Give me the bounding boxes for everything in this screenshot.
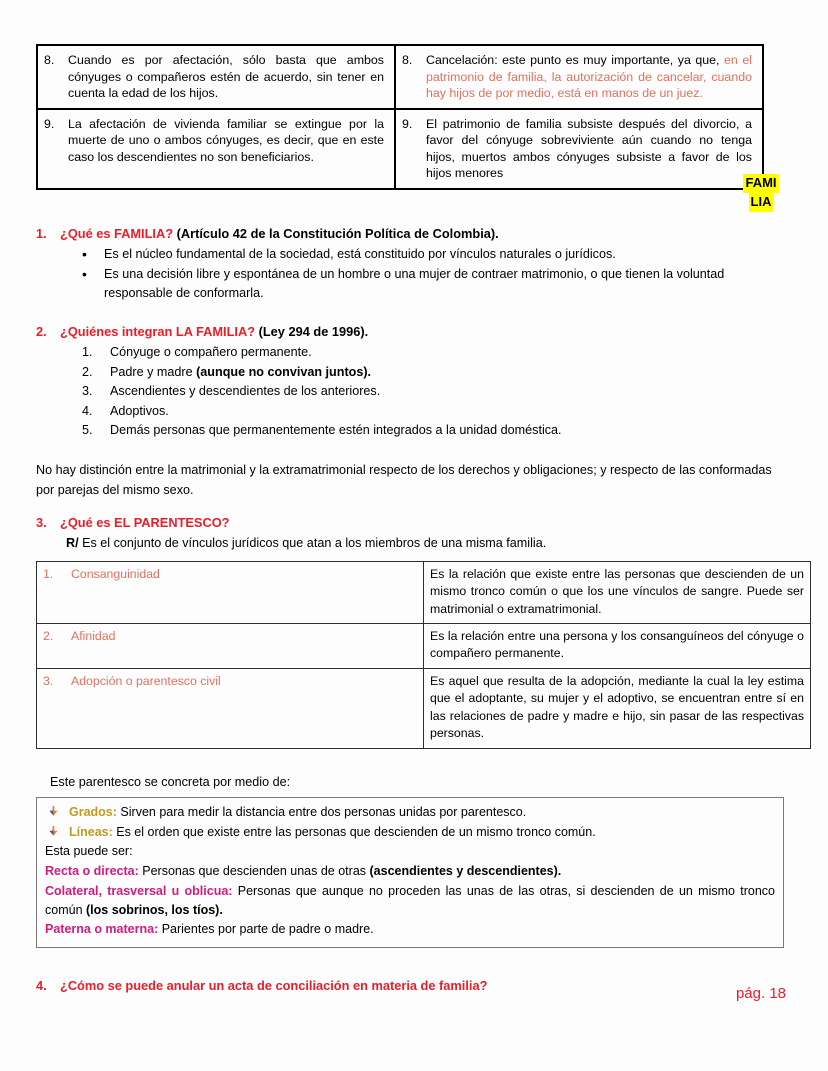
question-2-heading — [36, 324, 786, 339]
list-item — [82, 402, 786, 422]
list-item-plain: Cónyuge o compañero permanente. — [110, 345, 312, 360]
parentesco-table — [36, 561, 811, 749]
medios-intro: Este parentesco se concreta por medio de: — [50, 774, 291, 789]
parentesco-number: 2. — [43, 629, 54, 644]
question-1-bullets — [36, 245, 786, 303]
medios-item-lineas — [45, 823, 775, 842]
list-item — [82, 382, 786, 402]
row-number: 9. — [44, 116, 55, 131]
parentesco-name: Consanguinidad — [71, 566, 160, 581]
comparison-cell-left-9 — [37, 109, 395, 189]
comparison-cell-right-9 — [395, 109, 763, 189]
down-arrow-icon — [47, 805, 60, 818]
main-content — [36, 226, 804, 997]
list-item — [82, 343, 786, 363]
question-3-heading — [36, 515, 786, 530]
linea-term: Recta o directa: — [45, 864, 139, 878]
linea-paterna-item — [45, 920, 775, 939]
list-item-bold: (aunque no convivan juntos). — [196, 364, 372, 379]
question-1-text — [60, 226, 786, 241]
parentesco-name: Adopción o parentesco civil — [71, 673, 221, 688]
row-text-salmon: en el patrimonio de familia, la autorización de cancelar, cuando hay hijos de por medio, está en manos de un juez. — [426, 53, 752, 100]
medios-term: Líneas: — [69, 824, 113, 839]
linea-text: Personas que aunque no proceden las unas de las otras, si descienden de un mismo tronco común — [45, 883, 775, 917]
familia-tag-line2: LIA — [749, 193, 774, 212]
question-1-number: 1. — [36, 226, 47, 241]
row-number: 8. — [402, 53, 413, 67]
medios-item-grados — [45, 803, 775, 822]
question-2-number: 2. — [36, 324, 47, 340]
question-2-text — [60, 324, 786, 339]
table-row — [37, 561, 811, 623]
parentesco-name-cell — [37, 561, 424, 623]
linea-term: Colateral, trasversal u oblicua: — [45, 883, 233, 898]
row-number: 8. — [44, 53, 55, 67]
comparison-table — [36, 44, 764, 190]
linea-recta-item — [45, 862, 775, 881]
linea-bold-tail: (ascendientes y descendientes). — [369, 864, 562, 878]
question-2-title-red: ¿Quiénes integran LA FAMILIA? — [60, 324, 256, 340]
page-number: pág. 18 — [735, 985, 786, 1002]
question-1-title-black: (Artículo 42 de la Constitución Política de Colombia). — [173, 226, 499, 241]
answer-text: Es el conjunto de vínculos jurídicos que atan a los miembros de una misma familia. — [78, 535, 547, 550]
medios-term: Grados: — [69, 804, 117, 819]
medios-text: Es el orden que existe entre las personas que descienden de un mismo tronco común. — [112, 824, 596, 839]
familia-tag-line1: FAMI — [743, 174, 778, 193]
list-item — [82, 363, 786, 383]
parentesco-name: Afinidad — [71, 629, 116, 644]
list-item-plain: Demás personas que permanentemente estén integrados a la unidad doméstica. — [110, 423, 562, 438]
comparison-cell-right-8 — [395, 45, 763, 109]
table-row — [37, 109, 763, 189]
linea-bold-tail: (los sobrinos, los tíos). — [86, 902, 223, 917]
list-item — [82, 421, 786, 441]
question-2-list — [36, 343, 786, 441]
parentesco-definition-cell: Es aquel que resulta de la adopción, mediante la cual la ley estima que el adoptante, su mujer y el adoptivo, se encuentran entre sí en las relaciones de padre y madre e hijo, sin pasar de las respectivas personas. — [424, 668, 811, 748]
list-item-plain: Ascendientes y descendientes de los anteriores. — [110, 384, 381, 399]
table-row — [37, 624, 811, 669]
medios-text: Sirven para medir la distancia entre dos personas unidas por parentesco. — [116, 804, 527, 819]
row-text: El patrimonio de familia subsiste después del divorcio, a favor del cónyuge sobreviviente aún cuando no tenga hijos, muertos ambos cónyuges subsiste a favor de los hijos menores — [426, 116, 752, 180]
down-arrow-icon — [47, 825, 60, 838]
row-text: Cuando es por afectación, sólo basta que ambos cónyuges o compañeros estén de acuerdo, sin tener en cuenta la edad de los hijos. — [68, 53, 384, 100]
row-text: La afectación de vivienda familiar se extingue por la muerte de uno o ambos cónyuges, es decir, que en este caso los descendientes no son beneficiarios. — [68, 116, 384, 164]
parentesco-definition-cell: Es la relación entre una persona y los consanguíneos del cónyuge o compañero permanente. — [424, 624, 811, 669]
row-text-black: Cancelación: este punto es muy importante, ya que, — [426, 53, 720, 67]
list-item: • Es una decisión libre y espontánea de un hombre o una mujer de contraer matrimonio, o que tienen la voluntad responsable de conformarla. — [82, 265, 786, 303]
parentesco-definition-cell: Es la relación que existe entre las personas que descienden de un mismo tronco común o que los une vínculos de sangre. Puede ser matrimonial o extramatrimonial. — [424, 561, 811, 623]
row-text — [426, 52, 752, 102]
question-4-title-red: ¿Cómo se puede anular un acta de conciliación en materia de familia? — [60, 978, 488, 993]
linea-text: Personas que descienden unas de otras — [138, 864, 370, 878]
medios-box — [36, 797, 784, 948]
familia-margin-tag — [738, 174, 784, 212]
parentesco-name-cell — [37, 668, 424, 748]
table-row — [37, 668, 811, 748]
linea-colateral-item — [45, 882, 775, 920]
question-1-heading — [36, 226, 786, 241]
parentesco-number: 3. — [43, 673, 54, 688]
linea-text: Parientes por parte de padre o madre. — [158, 922, 374, 937]
esta-puede-ser-label: Esta puede ser: — [45, 844, 133, 859]
row-number: 9. — [402, 116, 413, 131]
question-4-number: 4. — [36, 978, 47, 993]
table-row — [37, 45, 763, 109]
question-3-title-red: ¿Qué es EL PARENTESCO? — [60, 514, 230, 530]
question-3-answer — [66, 534, 786, 553]
answer-prefix: R/ — [66, 535, 79, 550]
question-4-heading — [36, 978, 786, 993]
intro-paragraph: No hay distinción entre la matrimonial y la extramatrimonial respecto de los derechos y obligaciones; y respecto de las conformadas por parejas del mismo sexo. — [36, 463, 772, 497]
linea-term: Paterna o materna: — [45, 922, 159, 937]
list-item-plain: Adoptivos. — [110, 403, 169, 418]
list-item-plain: Padre y madre — [110, 364, 197, 379]
question-2-title-black: (Ley 294 de 1996). — [255, 324, 369, 340]
parentesco-number: 1. — [43, 566, 54, 581]
list-item: • Es el núcleo fundamental de la sociedad, está constituido por vínculos naturales o jurídicos. — [82, 245, 786, 264]
parentesco-name-cell — [37, 624, 424, 669]
comparison-cell-left-8 — [37, 45, 395, 109]
question-3-number: 3. — [36, 514, 47, 530]
question-1-title-red: ¿Qué es FAMILIA? — [60, 226, 174, 241]
